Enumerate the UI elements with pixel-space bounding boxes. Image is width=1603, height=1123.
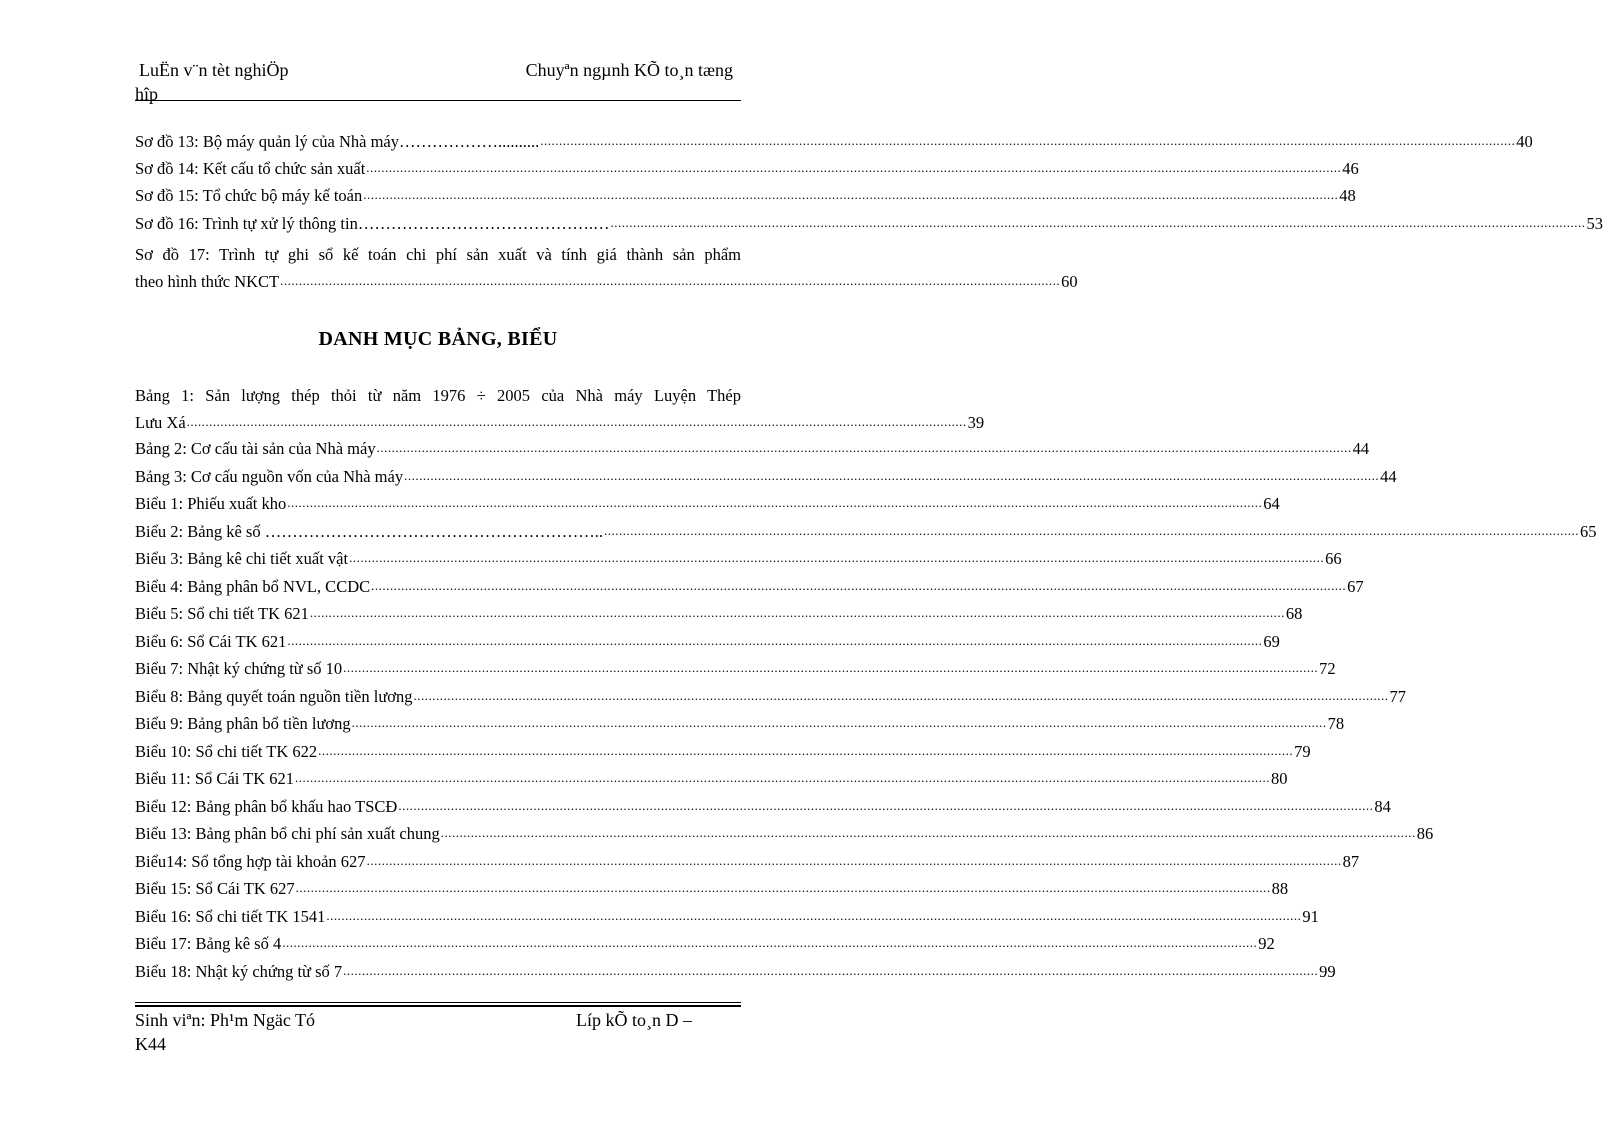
toc-entry-table[interactable] [135,520,1597,542]
toc-entry-label: theo hình thức NKCT [135,272,280,291]
toc-entry-label: Biểu 15: Sổ Cái TK 627 [135,879,295,898]
toc-entry-page: 40 [1516,132,1533,151]
dot-leader: .................................................................................................................................................................................................................................................................... [349,550,1325,565]
toc-entry-line2 [135,270,1078,292]
toc-entry-page: 77 [1389,686,1407,706]
toc-entry-table-1[interactable] [135,381,985,433]
dot-leader: .................................................................................................................................................................................................................................................................... [351,715,1327,730]
dot-leader: .................................................................................................................................................................................................................................................................... [287,632,1263,648]
toc-entry-page: 53 [1586,213,1603,233]
dot-leader: .................................................................................................................................................................................................................................................................... [540,133,1516,148]
toc-entry-table[interactable] [135,465,1397,487]
toc-entry-line1: Sơ đồ 17: Trình tự ghi sổ kế toán chi phí sản xuất và tính giá thành sản phẩm [135,245,741,264]
toc-entry-page: 48 [1339,186,1356,206]
toc-entry-label: Biểu 4: Bảng phân bổ NVL, CCDC [135,576,371,596]
dot-leader: .................................................................................................................................................................................................................................................................... [371,577,1347,593]
dot-leader: .................................................................................................................................................................................................................................................................... [295,880,1271,895]
footer-divider-thin [135,1002,741,1003]
toc-entry-page: 39 [967,413,985,432]
toc-entry-label: Biểu 1: Phiếu xuất kho [135,494,287,513]
toc-entry-table[interactable] [135,630,1280,652]
dot-leader: .................................................................................................................................................................................................................................................................... [309,605,1285,620]
toc-entry-label: Biểu 18: Nhật ký chứng từ số 7 [135,961,343,981]
toc-entry-label: Biểu 6: Sổ Cái TK 621 [135,631,287,651]
toc-entry-page: 69 [1263,631,1280,651]
footer-divider-thick [135,1005,741,1007]
dot-leader: .................................................................................................................................................................................................................................................................... [366,160,1342,176]
toc-entry-label: Bảng 2: Cơ cấu tài sản của Nhà máy [135,439,376,458]
toc-entry-line2 [135,411,985,433]
toc-entry-page: 72 [1319,659,1336,678]
section-title: DANH MỤC BẢNG, BIỂU [318,328,558,350]
toc-entry-table[interactable] [135,905,1319,927]
toc-entry-table[interactable] [135,767,1288,789]
toc-entry-page: 46 [1342,159,1359,179]
toc-entry-table[interactable] [135,575,1364,597]
dot-leader: .................................................................................................................................................................................................................................................................... [398,797,1374,813]
toc-entry-diagram[interactable] [135,157,1359,179]
dot-leader: ................................................................................................................................................................................................................ [280,273,1061,288]
toc-entry-table[interactable] [135,602,1303,624]
header-left-line1: LuËn v¨n tèt nghiÖp [139,60,289,80]
toc-entry-table[interactable] [135,932,1275,954]
toc-entry-page: 65 [1579,521,1597,541]
toc-entry-table[interactable] [135,822,1434,844]
toc-entry-table[interactable] [135,960,1336,982]
dot-leader: .................................................................................................................................................................................................................................................................... [603,522,1579,538]
dot-leader: .................................................................................................................................................................................................................................................................... [295,770,1271,785]
dot-leader: .................................................................................................................................................................................................................................................................... [366,852,1342,868]
dot-leader: .................................................................................................................................................................................................................................................................... [413,687,1389,703]
toc-entry-label: Biểu 9: Bảng phân bổ tiền lương [135,714,351,733]
toc-entry-table[interactable] [135,740,1311,762]
toc-entry-page: 78 [1327,714,1345,733]
toc-entry-page: 44 [1380,466,1397,486]
toc-entry-diagram[interactable] [135,212,1603,234]
dot-leader: .................................................................................................................................................................................................................................................................... [404,467,1380,483]
toc-entry-label: Biểu 8: Bảng quyết toán nguồn tiền lương [135,686,413,706]
toc-entry-page: 88 [1271,879,1289,898]
toc-entry-label: Lưu Xá [135,413,186,432]
toc-entry-label: Sơ đồ 15: Tổ chức bộ máy kế toán [135,186,363,206]
page-footer [135,1008,741,1054]
toc-entry-page: 60 [1061,272,1078,291]
toc-entry-table[interactable] [135,712,1345,734]
toc-entry-diagram[interactable] [135,130,1533,152]
toc-entry-diagram-17[interactable] [135,240,1078,292]
dot-leader: .................................................................................................................................................................................................................................................................... [440,825,1416,840]
header-thesis-title [135,58,349,106]
dot-leader: .................................................................................................................................................................................................................................................................... [363,187,1339,203]
toc-entry-table[interactable] [135,492,1280,514]
toc-entry-table[interactable] [135,877,1289,899]
header-divider [135,100,741,101]
dot-leader: .................................................................................................................................................................................................................................................................... [282,935,1258,950]
header-left-line2: hîp [135,84,159,104]
toc-entry-page: 68 [1285,604,1303,623]
toc-entry-page: 92 [1258,934,1275,953]
toc-entry-page: 86 [1416,824,1434,843]
page-header [135,58,741,103]
toc-entry-label: Sơ đồ 14: Kết cấu tổ chức sản xuất [135,159,366,179]
toc-entry-page: 91 [1302,906,1319,926]
toc-entry-page: 87 [1342,851,1360,871]
toc-entry-table[interactable] [135,657,1336,679]
toc-entry-table[interactable] [135,685,1407,707]
dot-leader: .................................................................................................................................................................................................................................................................... [326,907,1302,923]
toc-entry-label: Biểu 11: Sổ Cái TK 621 [135,769,295,788]
footer-class: Líp kÕ to¸n D – [576,1010,692,1030]
toc-entry-label: Biểu 5: Sổ chi tiết TK 621 [135,604,309,623]
dot-leader: .................................................................................................................................................................................................................................................................... [318,742,1294,758]
toc-entry-page: 80 [1271,769,1288,788]
toc-entry-label: Biểu 7: Nhật ký chứng từ số 10 [135,659,343,678]
toc-entry-page: 67 [1347,576,1364,596]
toc-entry-label: Biểu 3: Bảng kê chi tiết xuất vật [135,549,349,568]
toc-entry-label: Biểu 10: Sổ chi tiết TK 622 [135,741,318,761]
toc-entry-page: 84 [1374,796,1391,816]
toc-entry-label: Biểu14: Sổ tổng hợp tài khoản 627 [135,851,366,871]
footer-left-line1: Sinh viªn: Ph¹m Ngäc Tó [135,1010,316,1030]
toc-entry-label: Biểu 2: Bảng kê số …………………………………………………….. [135,521,603,541]
dot-leader: ................................................................................................................................................................................................................ [186,414,967,429]
toc-entry-label: Biểu 12: Bảng phân bổ khấu hao TSCĐ [135,796,398,816]
toc-entry-table[interactable] [135,547,1342,569]
toc-entry-label: Sơ đồ 13: Bộ máy quản lý của Nhà máy……………….......... [135,132,540,151]
dot-leader: .................................................................................................................................................................................................................................................................... [376,440,1352,455]
toc-entry-table[interactable] [135,850,1360,872]
dot-leader: .................................................................................................................................................................................................................................................................... [610,214,1586,230]
toc-entry-diagram[interactable] [135,184,1356,206]
toc-entry-page: 66 [1325,549,1342,568]
footer-left-line2: K44 [135,1034,166,1054]
header-major: Chuyªn ngµnh KÕ to¸n tæng [525,60,733,80]
dot-leader: .................................................................................................................................................................................................................................................................... [343,962,1319,978]
toc-entry-page: 99 [1319,961,1336,981]
toc-entry-page: 64 [1263,494,1280,513]
toc-entry-label: Sơ đồ 16: Trình tự xử lý thông tin…………………………………….… [135,213,610,233]
toc-entry-page: 79 [1294,741,1311,761]
footer-student [135,1008,365,1056]
dot-leader: .................................................................................................................................................................................................................................................................... [343,660,1319,675]
toc-entry-table[interactable] [135,437,1370,459]
toc-entry-table[interactable] [135,795,1391,817]
toc-entry-page: 44 [1352,439,1370,458]
dot-leader: .................................................................................................................................................................................................................................................................... [287,495,1263,510]
toc-entry-label: Biểu 16: Sổ chi tiết TK 1541 [135,906,326,926]
toc-entry-label: Biểu 17: Bảng kê số 4 [135,934,282,953]
toc-entry-label: Bảng 3: Cơ cấu nguồn vốn của Nhà máy [135,466,404,486]
toc-entry-line1: Bảng 1: Sản lượng thép thỏi từ năm 1976 ÷ 2005 của Nhà máy Luyện Thép [135,386,741,405]
toc-entry-label: Biểu 13: Bảng phân bổ chi phí sản xuất chung [135,824,440,843]
